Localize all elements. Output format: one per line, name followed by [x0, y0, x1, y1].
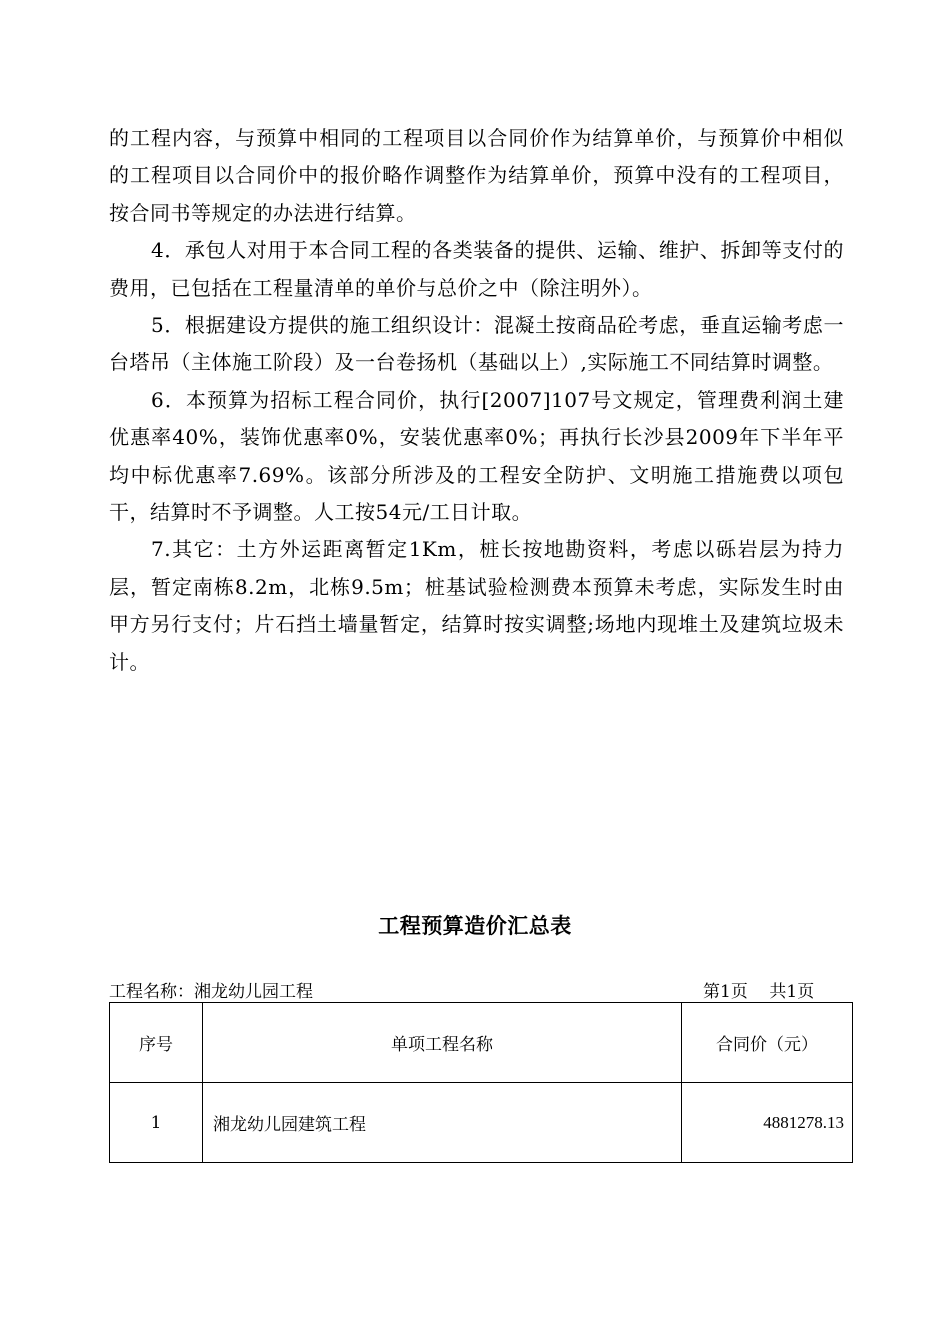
- paragraph-item-5: 5．根据建设方提供的施工组织设计：混凝土按商品砼考虑，垂直运输考虑一台塔吊（主体施工阶段）及一台卷扬机（基础以上）,实际施工不同结算时调整。: [109, 313, 844, 375]
- table-row: [110, 1083, 853, 1163]
- body-text: [109, 120, 844, 681]
- summary-table-title: 工程预算造价汇总表: [378, 914, 572, 938]
- header-name: 单项工程名称: [203, 1003, 682, 1083]
- paragraph-continuation: 的工程内容，与预算中相同的工程项目以合同价作为结算单价，与预算价中相似的工程项目以合同价中的报价略作调整作为结算单价，预算中没有的工程项目，按合同书等规定的办法进行结算。: [109, 126, 844, 225]
- paragraph-item-4: 4．承包人对用于本合同工程的各类装备的提供、运输、维护、拆卸等支付的费用，已包括在工程量清单的单价与总价之中（除注明外）。: [109, 238, 844, 300]
- header-seq: 序号: [110, 1003, 203, 1083]
- page-info: 第1页 共1页: [703, 982, 815, 1002]
- summary-table: [109, 1002, 853, 1163]
- cell-seq: 1: [110, 1083, 203, 1163]
- cell-name: 湘龙幼儿园建筑工程: [203, 1083, 682, 1163]
- cell-price: 4881278.13: [682, 1083, 853, 1163]
- table-header-row: [110, 1003, 853, 1083]
- header-price: 合同价（元）: [682, 1003, 853, 1083]
- paragraph-item-6: 6．本预算为招标工程合同价，执行[2007]107号文规定，管理费利润土建优惠率40%，装饰优惠率0%，安装优惠率0%；再执行长沙县2009年下半年平均中标优惠率7.69%。该部分所涉及的工程安全防护、文明施工措施费以项包干，结算时不予调整。人工按54元/工日计取。: [109, 387, 844, 525]
- project-name-label: 工程名称：湘龙幼儿园工程: [109, 982, 313, 1002]
- paragraph-item-7: 7.其它：土方外运距离暂定1Km，桩长按地勘资料，考虑以砾岩层为持力层，暂定南栋8.2m，北栋9.5m；桩基试验检测费本预算未考虑，实际发生时由甲方另行支付；片石挡土墙量暂定，结算时按实调整;场地内现堆土及建筑垃圾未计。: [109, 537, 844, 674]
